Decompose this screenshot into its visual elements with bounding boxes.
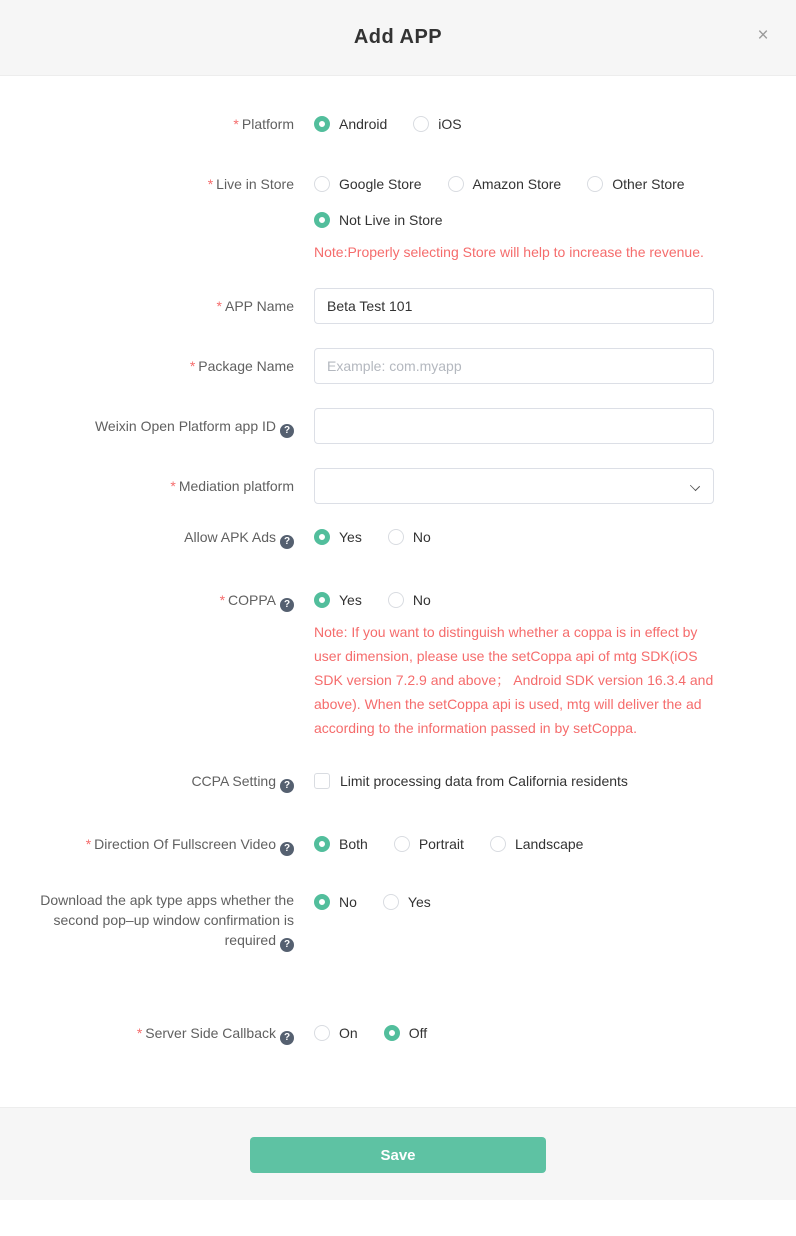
- required-asterisk: *: [170, 478, 176, 494]
- direction-radio-group: [314, 835, 734, 853]
- radio-dot: [383, 894, 399, 910]
- radio-dot: [413, 116, 429, 132]
- radio-dot: [587, 176, 603, 192]
- radio-apk-ads-no[interactable]: No: [388, 528, 431, 546]
- platform-radio-group: [314, 115, 734, 133]
- radio-dot-selected: [314, 529, 330, 545]
- radio-callback-off[interactable]: Off: [384, 1024, 427, 1042]
- radio-dot-selected: [314, 116, 330, 132]
- radio-dot: [490, 836, 506, 852]
- radio-dot: [388, 529, 404, 545]
- radio-not-live-in-store[interactable]: Not Live in Store: [314, 211, 443, 229]
- ccpa-row: [40, 772, 734, 793]
- required-asterisk: *: [85, 836, 92, 852]
- radio-dot: [448, 176, 464, 192]
- coppa-note: Note: If you want to distinguish whether a coppa is in effect by user dimension, please use the setCoppa api of mtg SDK(iOS SDK version 7.2.9 and above； Android SDK version 16.3.4 and above). When the setCoppa api is used, mtg will deliver the ad according to the information passed in by setCoppa.: [314, 624, 714, 736]
- radio-dot: [314, 1025, 330, 1041]
- help-icon[interactable]: ?: [280, 779, 294, 793]
- package-name-input[interactable]: [314, 348, 714, 384]
- coppa-radio-group: [314, 591, 734, 609]
- download-apk-confirm-label: Download the apk type apps whether the second pop–up window confirmation is required ?: [40, 892, 294, 950]
- save-button[interactable]: Save: [250, 1137, 546, 1173]
- ccpa-checkbox[interactable]: Limit processing data from California residents: [314, 772, 734, 790]
- package-name-label: * Package Name: [189, 358, 294, 374]
- radio-amazon-store[interactable]: Amazon Store: [448, 175, 562, 193]
- radio-dot-selected: [384, 1025, 400, 1041]
- dialog-body: [0, 76, 796, 1107]
- radio-google-store[interactable]: Google Store: [314, 175, 422, 193]
- ccpa-label: CCPA Setting ?: [40, 772, 314, 793]
- dialog-header: [0, 0, 796, 76]
- radio-dot-selected: [314, 592, 330, 608]
- live-in-store-radio-group-1: [314, 175, 734, 193]
- help-icon[interactable]: ?: [280, 535, 294, 549]
- platform-label: * Platform: [233, 116, 294, 132]
- chevron-down-icon: [690, 481, 700, 491]
- radio-direction-both[interactable]: Both: [314, 835, 368, 853]
- radio-coppa-yes[interactable]: Yes: [314, 591, 362, 609]
- coppa-label: * COPPA ?: [40, 591, 314, 612]
- direction-fullscreen-video-label: * Direction Of Fullscreen Video ?: [40, 835, 314, 856]
- download-apk-confirm-row: [40, 890, 734, 952]
- mediation-platform-select[interactable]: [314, 468, 714, 504]
- server-side-callback-label: * Server Side Callback ?: [40, 1024, 314, 1045]
- required-asterisk: *: [207, 176, 214, 192]
- required-asterisk: *: [136, 1025, 143, 1041]
- radio-dot-selected: [314, 836, 330, 852]
- help-icon[interactable]: ?: [280, 424, 294, 438]
- app-name-row: [40, 288, 734, 324]
- mediation-platform-label: * Mediation platform: [170, 478, 294, 494]
- live-in-store-note: Note:Properly selecting Store will help to increase the revenue.: [314, 244, 704, 260]
- dialog-footer: [0, 1107, 796, 1200]
- help-icon[interactable]: ?: [280, 598, 294, 612]
- allow-apk-ads-row: [40, 528, 734, 549]
- help-icon[interactable]: ?: [280, 842, 294, 856]
- radio-dot-selected: [314, 894, 330, 910]
- required-asterisk: *: [233, 116, 239, 132]
- live-in-store-row: [40, 175, 734, 264]
- weixin-app-id-row: [40, 408, 734, 444]
- radio-other-store[interactable]: Other Store: [587, 175, 684, 193]
- weixin-app-id-label: Weixin Open Platform app ID ?: [40, 408, 314, 444]
- app-name-input[interactable]: [314, 288, 714, 324]
- dialog-title: Add APP: [353, 26, 443, 48]
- allow-apk-ads-label: Allow APK Ads ?: [40, 528, 314, 549]
- radio-dot-selected: [314, 212, 330, 228]
- radio-coppa-no[interactable]: No: [388, 591, 431, 609]
- radio-ios[interactable]: iOS: [413, 115, 461, 133]
- weixin-app-id-input[interactable]: [314, 408, 714, 444]
- live-in-store-label: * Live in Store: [207, 176, 294, 192]
- direction-fullscreen-video-row: [40, 835, 734, 856]
- live-in-store-radio-group-2: [314, 211, 734, 229]
- download-apk-radio-group: [314, 890, 734, 908]
- required-asterisk: *: [219, 592, 226, 608]
- radio-direction-landscape[interactable]: Landscape: [490, 835, 584, 853]
- radio-callback-on[interactable]: On: [314, 1024, 358, 1042]
- coppa-row: [40, 591, 734, 740]
- radio-download-no[interactable]: No: [314, 893, 357, 911]
- radio-apk-ads-yes[interactable]: Yes: [314, 528, 362, 546]
- mediation-platform-row: [40, 468, 734, 504]
- radio-dot: [394, 836, 410, 852]
- platform-row: [40, 115, 734, 133]
- required-asterisk: *: [189, 358, 196, 374]
- radio-dot: [388, 592, 404, 608]
- radio-dot: [314, 176, 330, 192]
- required-asterisk: *: [216, 298, 222, 314]
- allow-apk-ads-radio-group: [314, 528, 734, 546]
- checkbox-box: [314, 773, 330, 789]
- server-side-callback-row: [40, 1024, 734, 1045]
- app-name-label: * APP Name: [216, 298, 294, 314]
- radio-download-yes[interactable]: Yes: [383, 893, 431, 911]
- close-icon[interactable]: ×: [757, 24, 769, 46]
- help-icon[interactable]: ?: [280, 1031, 294, 1045]
- package-name-row: [40, 348, 734, 384]
- server-callback-radio-group: [314, 1024, 734, 1042]
- help-icon[interactable]: ?: [280, 938, 294, 952]
- radio-android[interactable]: Android: [314, 115, 387, 133]
- radio-direction-portrait[interactable]: Portrait: [394, 835, 464, 853]
